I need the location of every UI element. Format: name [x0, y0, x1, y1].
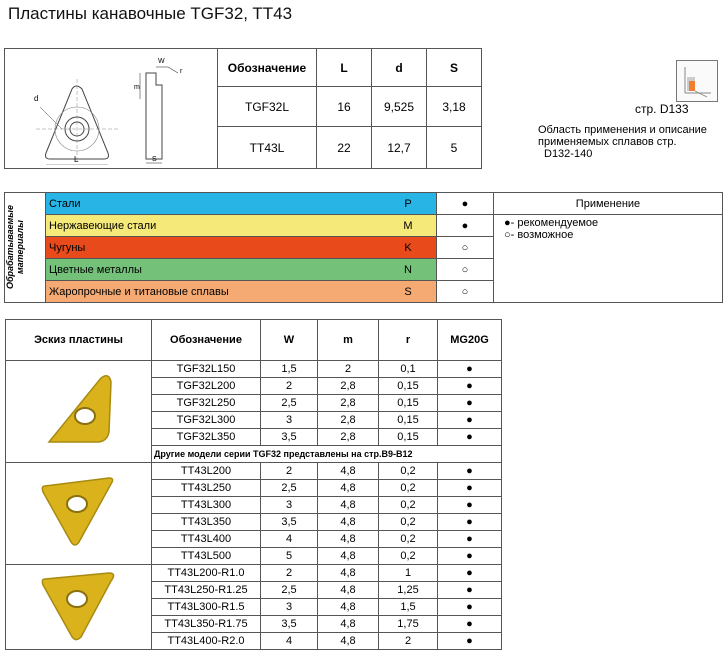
cell-r: 1,25 — [379, 582, 438, 599]
col-header-l: L — [317, 49, 372, 87]
cell-r: 1,5 — [379, 599, 438, 616]
application-area-icon — [676, 60, 718, 102]
legend-possible: ○- возможное — [504, 229, 574, 241]
series-note: Другие модели серии TGF32 представлены на стр.B9-B12 — [152, 446, 502, 463]
cell-r: 0,2 — [379, 531, 438, 548]
cell-mg20g: ● — [438, 497, 502, 514]
cell-designation: TGF32L300 — [152, 412, 261, 429]
cell-w: 4 — [261, 531, 318, 548]
cell-designation: TT43L200 — [152, 463, 261, 480]
cell-w: 3,5 — [261, 429, 318, 446]
col-header-d: d — [372, 49, 427, 87]
cell-s: 3,18 — [427, 87, 482, 127]
col-header-m: m — [318, 320, 379, 361]
cell-m: 2,8 — [318, 412, 379, 429]
cell-mg20g: ● — [438, 531, 502, 548]
material-nonferrous: Цветные металлы — [46, 259, 381, 281]
material-stainless: Нержавеющие стали — [46, 215, 381, 237]
cell-mg20g: ● — [438, 565, 502, 582]
table-row — [6, 565, 502, 582]
cell-designation: TGF32L250 — [152, 395, 261, 412]
cell-mg20g: ● — [438, 429, 502, 446]
cell-m: 4,8 — [318, 633, 379, 650]
cell-r: 0,2 — [379, 548, 438, 565]
cell-mg20g: ● — [438, 480, 502, 497]
tt43-radius-insert-image — [39, 565, 119, 645]
cell-mg20g: ● — [438, 463, 502, 480]
cell-mg20g: ● — [438, 582, 502, 599]
cell-m: 2,8 — [318, 429, 379, 446]
cell-m: 4,8 — [318, 616, 379, 633]
insert-sketch-cell — [6, 361, 152, 463]
cell-w: 3,5 — [261, 616, 318, 633]
cell-r: 1,75 — [379, 616, 438, 633]
cell-designation: TGF32L150 — [152, 361, 261, 378]
cell-r: 0,2 — [379, 497, 438, 514]
tt43-insert-image — [39, 472, 119, 552]
cell-r: 0,15 — [379, 378, 438, 395]
cell-designation: TGF32L — [218, 87, 317, 127]
application-area-note — [538, 124, 728, 160]
cell-r: 0,15 — [379, 412, 438, 429]
note-line: применяемых сплавов стр. — [538, 136, 677, 148]
cell-s: 5 — [427, 127, 482, 169]
material-code: S — [380, 281, 437, 303]
page-reference: стр. D133 — [635, 102, 689, 116]
cell-mg20g: ● — [438, 599, 502, 616]
cell-mg20g: ● — [438, 361, 502, 378]
cell-m: 2,8 — [318, 395, 379, 412]
cell-m: 2,8 — [318, 378, 379, 395]
cell-d: 12,7 — [372, 127, 427, 169]
cell-m: 4,8 — [318, 531, 379, 548]
material-code: N — [380, 259, 437, 281]
inserts-table — [5, 319, 502, 650]
cell-w: 2 — [261, 565, 318, 582]
cell-mg20g: ● — [438, 633, 502, 650]
cell-w: 2 — [261, 378, 318, 395]
side-label-line1: Обрабатываемые — [5, 205, 15, 290]
cell-designation: TGF32L350 — [152, 429, 261, 446]
cell-designation: TGF32L200 — [152, 378, 261, 395]
usage-header: Применение — [494, 193, 723, 215]
usage-legend — [494, 215, 723, 303]
insert-sketch-cell — [6, 463, 152, 565]
page-title: Пластины канавочные TGF32, TT43 — [8, 4, 293, 23]
cell-w: 2,5 — [261, 582, 318, 599]
table-row — [6, 361, 502, 378]
drawing-label-w: W — [158, 58, 165, 65]
cell-w: 3,5 — [261, 514, 318, 531]
cell-m: 4,8 — [318, 463, 379, 480]
cell-mg20g: ● — [438, 616, 502, 633]
cell-w: 1,5 — [261, 361, 318, 378]
col-header-w: W — [261, 320, 318, 361]
cell-designation: TT43L400-R2.0 — [152, 633, 261, 650]
cell-d: 9,525 — [372, 87, 427, 127]
insert-technical-drawing — [6, 49, 216, 165]
cell-w: 5 — [261, 548, 318, 565]
col-header-r: r — [379, 320, 438, 361]
cell-m: 4,8 — [318, 497, 379, 514]
col-header-designation: Обозначение — [152, 320, 261, 361]
cell-m: 4,8 — [318, 514, 379, 531]
legend-recommended: ●- рекомендуемое — [504, 217, 599, 229]
cell-designation: TT43L — [218, 127, 317, 169]
cell-m: 4,8 — [318, 548, 379, 565]
cell-m: 4,8 — [318, 582, 379, 599]
cell-mg20g: ● — [438, 548, 502, 565]
col-header-s: S — [427, 49, 482, 87]
cell-r: 0,2 — [379, 463, 438, 480]
note-line: Область применения и описание — [538, 124, 707, 136]
cell-r: 0,15 — [379, 395, 438, 412]
col-header-sketch: Эскиз пластины — [6, 320, 152, 361]
material-code: K — [380, 237, 437, 259]
material-code: M — [380, 215, 437, 237]
cell-r: 0,2 — [379, 514, 438, 531]
cell-w: 2,5 — [261, 395, 318, 412]
cell-designation: TT43L200-R1.0 — [152, 565, 261, 582]
cell-r: 2 — [379, 633, 438, 650]
cell-designation: TT43L250-R1.25 — [152, 582, 261, 599]
drawing-label-l: L — [74, 155, 79, 164]
cell-l: 16 — [317, 87, 372, 127]
usage-mark: ● — [437, 193, 494, 215]
drawing-label-m: m — [134, 84, 140, 91]
cell-m: 4,8 — [318, 599, 379, 616]
cell-designation: TT43L350-R1.75 — [152, 616, 261, 633]
cell-designation: TT43L250 — [152, 480, 261, 497]
technical-drawing-cell — [5, 49, 218, 169]
cell-designation: TT43L300 — [152, 497, 261, 514]
material-heat-resistant: Жаропрочные и титановые сплавы — [46, 281, 381, 303]
tgf32-insert-image — [39, 370, 119, 450]
cell-r: 0,2 — [379, 480, 438, 497]
cell-r: 0,1 — [379, 361, 438, 378]
cell-m: 4,8 — [318, 480, 379, 497]
usage-mark: ○ — [437, 259, 494, 281]
usage-mark: ○ — [437, 237, 494, 259]
note-line: D132-140 — [544, 148, 593, 160]
cell-m: 2 — [318, 361, 379, 378]
cell-mg20g: ● — [438, 514, 502, 531]
drawing-label-r: r — [180, 68, 183, 75]
col-header-designation: Обозначение — [218, 49, 317, 87]
cell-r: 1 — [379, 565, 438, 582]
cell-designation: TT43L300-R1.5 — [152, 599, 261, 616]
material-code: P — [380, 193, 437, 215]
cell-w: 2,5 — [261, 480, 318, 497]
cell-l: 22 — [317, 127, 372, 169]
cell-designation: TT43L500 — [152, 548, 261, 565]
table-row — [6, 463, 502, 480]
cell-w: 3 — [261, 412, 318, 429]
cell-mg20g: ● — [438, 378, 502, 395]
cell-r: 0,15 — [379, 429, 438, 446]
side-label-line2: материалы — [15, 220, 25, 275]
drawing-label-d: d — [34, 94, 39, 103]
material-steel: Стали — [46, 193, 381, 215]
cell-designation: TT43L350 — [152, 514, 261, 531]
col-header-mg20g: MG20G — [438, 320, 502, 361]
cell-mg20g: ● — [438, 395, 502, 412]
insert-sketch-cell — [6, 565, 152, 650]
cell-w: 3 — [261, 599, 318, 616]
cell-w: 4 — [261, 633, 318, 650]
drawing-label-s: S — [152, 156, 157, 163]
dimensions-table — [4, 48, 482, 169]
material-cast-iron: Чугуны — [46, 237, 381, 259]
materials-table — [4, 192, 723, 303]
cell-w: 3 — [261, 497, 318, 514]
usage-mark: ○ — [437, 281, 494, 303]
materials-side-label — [5, 193, 46, 303]
cell-m: 4,8 — [318, 565, 379, 582]
cell-w: 2 — [261, 463, 318, 480]
cell-designation: TT43L400 — [152, 531, 261, 548]
usage-mark: ● — [437, 215, 494, 237]
cell-mg20g: ● — [438, 412, 502, 429]
